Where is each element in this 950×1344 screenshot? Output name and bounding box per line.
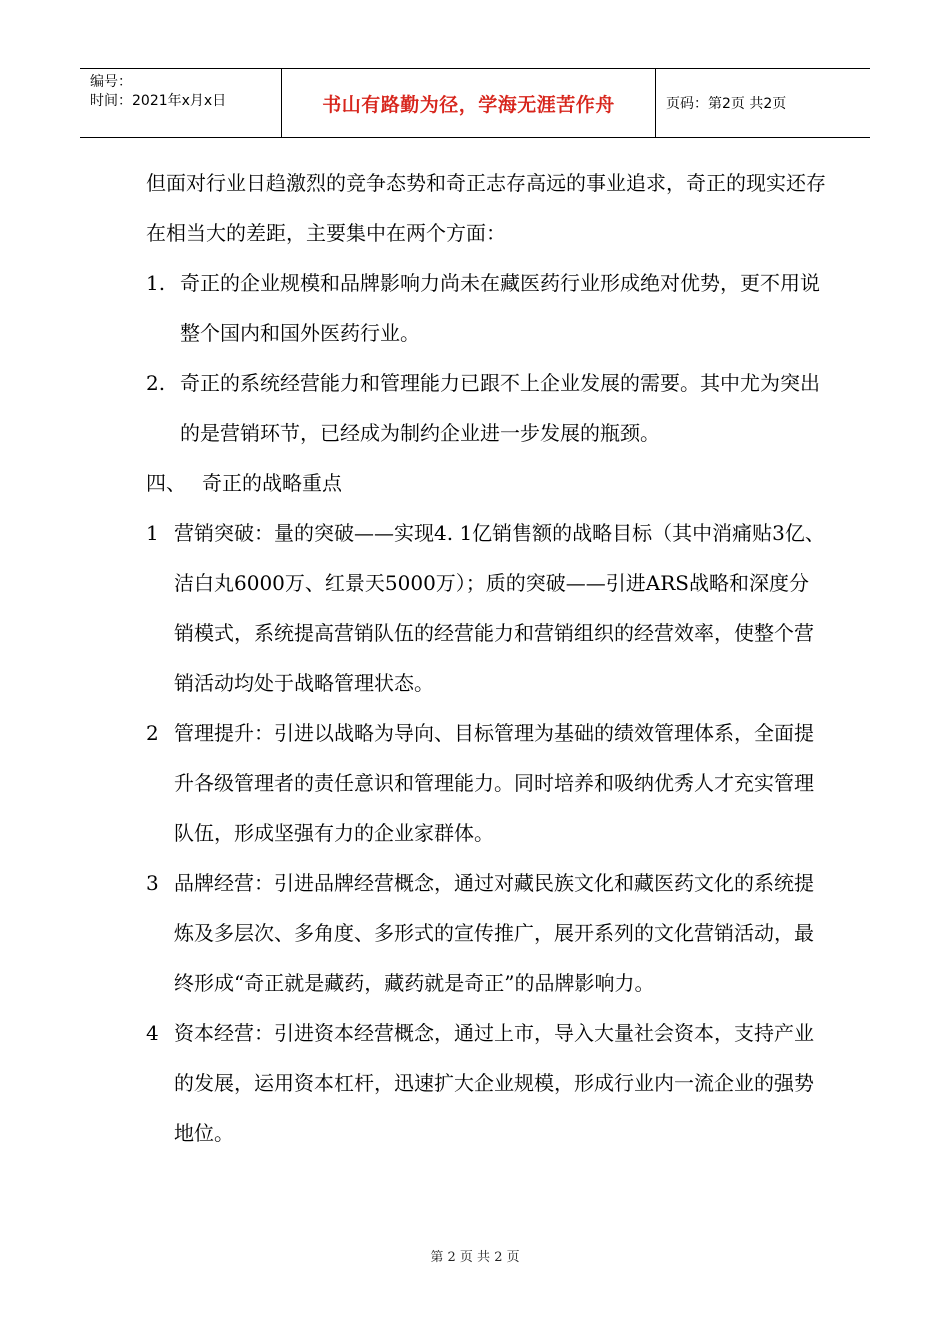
priority-item-2	[146, 708, 826, 858]
page-footer: 第 2 页 共 2 页	[430, 1250, 520, 1265]
document-header	[80, 68, 870, 138]
list-text: 管理提升：引进以战略为导向、目标管理为基础的绩效管理体系，全面提升各级管理者的责任意识和管理能力。同时培养和吸纳优秀人才充实管理队伍，形成坚强有力的企业家群体。	[174, 721, 814, 845]
list-number: 3	[146, 871, 159, 895]
list-text: 资本经营：引进资本经营概念，通过上市，导入大量社会资本，支持产业的发展，运用资本杠杆，迅速扩大企业规模，形成行业内一流企业的强势地位。	[174, 1021, 814, 1145]
section-title: 奇正的战略重点	[202, 471, 342, 495]
document-body	[146, 158, 826, 1158]
list-text: 奇正的企业规模和品牌影响力尚未在藏医药行业形成绝对优势，更不用说整个国内和国外医药行业。	[180, 271, 820, 345]
header-page-number: 页码：第2页 共2页	[666, 96, 787, 112]
section-heading	[146, 458, 826, 508]
list-number: 2.	[146, 371, 166, 395]
priority-item-1	[146, 508, 826, 708]
list-number: 4	[146, 1021, 159, 1045]
document-number-label: 编号：	[90, 74, 132, 90]
gap-item-1	[146, 258, 826, 358]
list-number: 2	[146, 721, 159, 745]
list-number: 1	[146, 521, 159, 545]
gap-item-2	[146, 358, 826, 458]
priority-item-3	[146, 858, 826, 1008]
document-date: 时间：2021年x月x日	[90, 93, 227, 109]
list-text: 奇正的系统经营能力和管理能力已跟不上企业发展的需要。其中尤为突出的是营销环节，已经成为制约企业进一步发展的瓶颈。	[180, 371, 820, 445]
list-text: 营销突破：量的突破——实现4. 1亿销售额的战略目标（其中消痛贴3亿、洁白丸6000万、红景天5000万）；质的突破——引进ARS战略和深度分销模式，系统提高营销队伍的经营能力和营销组织的经营效率，使整个营销活动均处于战略管理状态。	[174, 521, 825, 695]
intro-paragraph: 但面对行业日趋激烈的竞争态势和奇正志存高远的事业追求，奇正的现实还存在相当大的差距，主要集中在两个方面：	[146, 171, 826, 245]
list-number: 1.	[146, 271, 166, 295]
priority-item-4	[146, 1008, 826, 1158]
header-meta	[80, 69, 282, 137]
section-number: 四、	[146, 471, 186, 495]
list-text: 品牌经营：引进品牌经营概念，通过对藏民族文化和藏医药文化的系统提炼及多层次、多角度、多形式的宣传推广，展开系列的文化营销活动，最终形成“奇正就是藏药，藏药就是奇正”的品牌影响力。	[174, 871, 814, 995]
header-slogan: 书山有路勤为径，学海无涯苦作舟	[282, 69, 656, 137]
